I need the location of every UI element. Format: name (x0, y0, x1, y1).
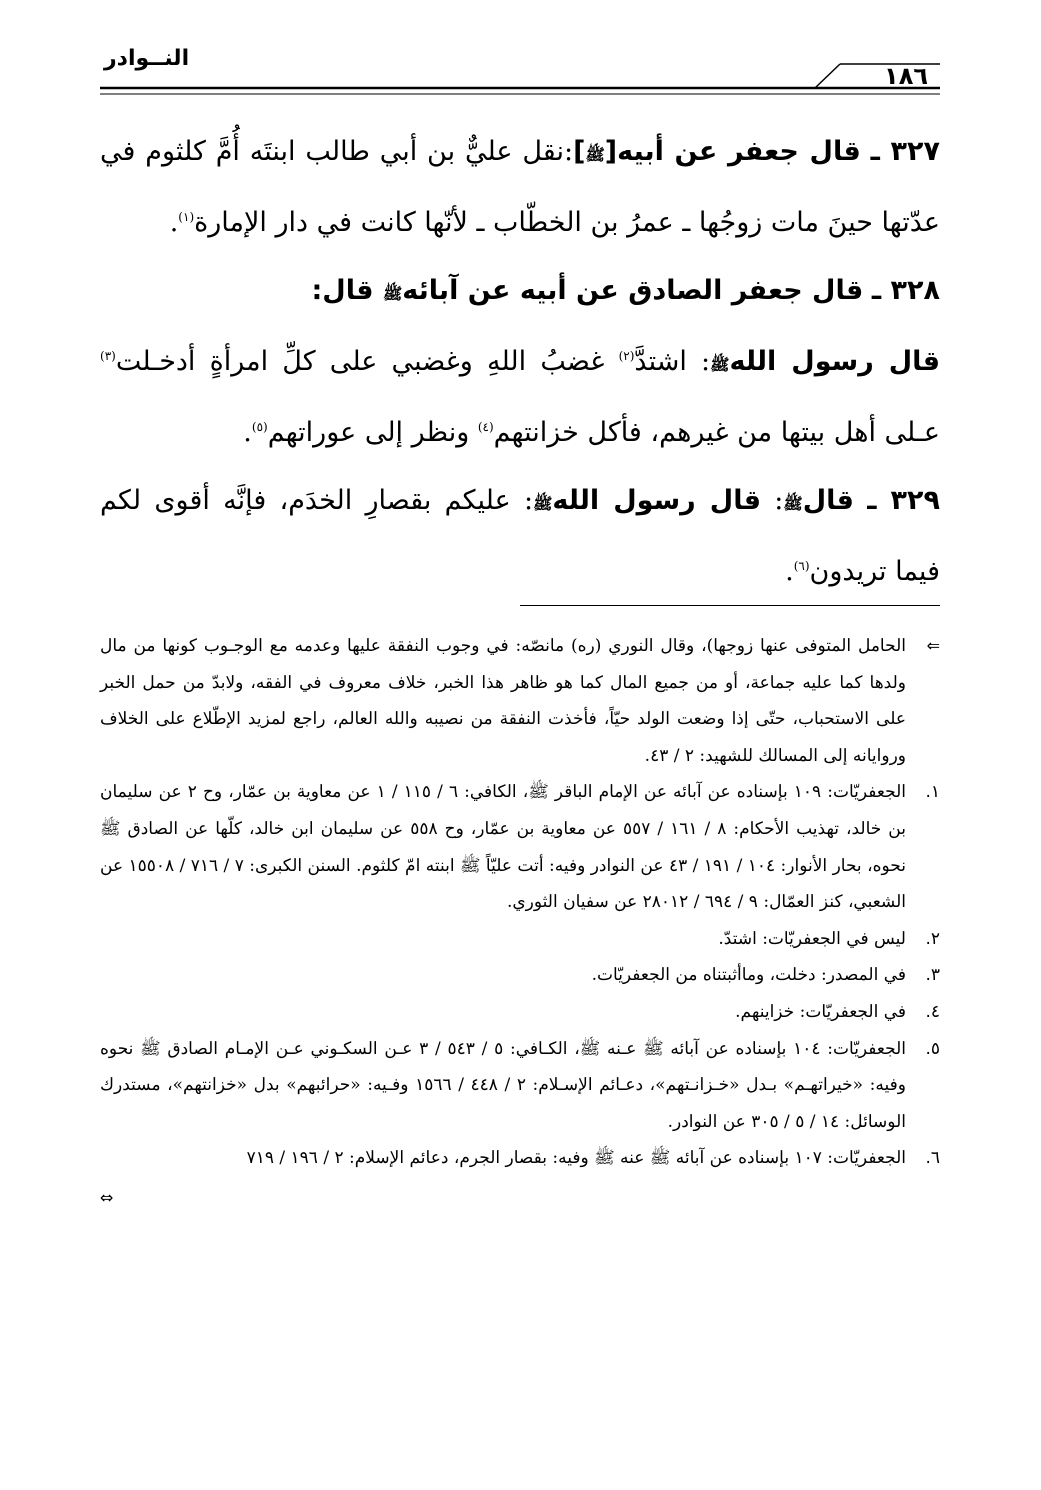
footnote-text: في المصدر: دخلت، وماأثبتناه من الجعفريّات. (591, 965, 906, 986)
footnotes (100, 628, 940, 1213)
header-rule (100, 40, 940, 100)
continuation-arrow-icon: ⇐ (926, 636, 940, 655)
book-title: النــوادر (104, 46, 190, 71)
honorific-icon: ﷺ (585, 145, 605, 164)
footnote-marker: ١. (925, 782, 940, 803)
paragraph-329: ٣٢٩ ـ قالﷺ: قال رسول اللهﷺ: عليكم بقصارِ الخدَم، فإنَّه أقوى لكم فيما تريدون$^{(٦)}$. (100, 485, 940, 587)
narration-lead: قال رسول اللهﷺ (533, 485, 762, 516)
page-header (100, 40, 940, 100)
footnote-ref: (١) (178, 210, 195, 224)
footnote-text: الجعفريّات: ١٠٤ بإسناده عن آبائه ﷺ عـنه ﷺ، الكـافي: ٥ / ٥٤٣ / ٣ عـن السكـوني عـن الإمـام الصادق ﷺ نحوه وفيه: «خيراتهـم» بـدل «خـزانـتهم»، دعـائم الإسـلام: ٢ / ٤٤٨ / ١٥٦٦ وفـيه: «حرائبهم» بدل «خزانتهم»، مستدرك الوسائل: ١٤ / ٥ / ٣٠٥ عن النوادر. (100, 1038, 906, 1132)
footnote-continues (100, 1177, 940, 1213)
paragraph-327: ٣٢٧ ـ قال جعفر عن أبيه[ﷺ]:نقل عليٌّ بن أبي طالب ابنتَه أُمَّ كلثوم في عدّتها حينَ مات زوجُها ـ عمرُ بن الخطّاب ـ لأنّها كانت في دار الإمارة$^{(١)}$. (100, 136, 940, 238)
continuation-arrow-icon: ⇔ (100, 1187, 114, 1207)
footnote-marker: ٣. (925, 965, 940, 986)
hadith-number: ٣٢٩ ـ (867, 485, 940, 516)
narration-lead: قالﷺ (783, 485, 854, 516)
footnote-ref: (٤) (477, 420, 494, 434)
narration-lead: قال جعفر عن أبيه[ﷺ] (573, 136, 861, 167)
footnote-4 (100, 994, 940, 1031)
footnote-ref: (٣) (100, 349, 116, 363)
hadith-number: ٣٢٧ ـ (870, 136, 940, 167)
honorific-icon: ﷺ (533, 494, 553, 513)
footnote-marker: ٦. (925, 1148, 940, 1169)
footnote-ref: (٥) (251, 420, 268, 434)
footnote-continuation: ⇐ الحامل المتوفى عنها زوجها)، وقال النوري (ره) مانصّه: في وجوب النفقة عليها وعدمه مع الوجـوب كونها من مال ولدها كما عليه جماعة، أو من جميع المال كما هو ظاهر هذا الخبر، خلاف معروف في الفقه، ولابدّ من حمل الخبر على الاستحباب، حتّى إذا وضعت الولد حيّاً، فأخذت النفقة من نصيبه والله العالم، راجع لمزيد الإطّلاع على الخلاف وروايانه إلى المسالك للشهيد: ٢ / ٤٣. (100, 628, 940, 774)
footnote-text: الجعفريّات: ١٠٧ بإسناده عن آبائه ﷺ عنه ﷺ وفيه: بقصار الجرم، دعائم الإسلام: ٢ / ١٩٦ / ٧١٩ (246, 1148, 906, 1169)
footnote-6 (100, 1140, 940, 1177)
footnote-text: ليس في الجعفريّات: اشتدّ. (718, 928, 906, 949)
footnote-text: الجعفريّات: ١٠٩ بإسناده عن آبائه عن الإمام الباقر ﷺ، الكافي: ٦ / ١١٥ / ١ عن معاوية بن عمّار، وح ٢ عن سليمان بن خالد، تهذيب الأحكام: ٨ / ١٦١ / ٥٥٧ عن معاوية بن عمّار، وح ٥٥٨ عن سليمان ابن خالد، كلّها عن الصادق ﷺ نحوه، بحار الأنوار: ١٠٤ / ١٩١ / ٤٣ عن النوادر وفيه: أتت عليّاً ﷺ ابنته امّ كلثوم. السنن الكبرى: ٧ / ٧١٦ / ١٥٥٠٨ عن الشعبي، كنز العمّال: ٩ / ٦٩٤ / ٢٨٠١٢ عن سفيان الثوري. (100, 782, 906, 913)
honorific-icon: ﷺ (382, 284, 403, 303)
footnote-marker: ٢. (925, 928, 940, 949)
footnote-3 (100, 957, 940, 994)
footnote-marker: ٤. (925, 1001, 940, 1022)
footnote-ref: (٢) (618, 349, 635, 363)
footnote-1 (100, 774, 940, 920)
hadith-text: :نقل عليٌّ بن أبي طالب ابنتَه أُمَّ كلثوم في عدّتها حينَ مات زوجُها ـ عمرُ بن الخطّاب ـ لأنّها كانت في دار الإمارة (100, 136, 940, 238)
footnote-marker: ٥. (925, 1038, 940, 1059)
page-number: ١٨٦ (884, 62, 928, 90)
honorific-icon: ﷺ (783, 494, 803, 513)
hadith-number: ٣٢٨ ـ (871, 275, 940, 306)
main-text (100, 118, 940, 606)
footnote-2 (100, 921, 940, 958)
footnote-text: في الجعفريّات: خزاينهم. (735, 1001, 906, 1022)
footnote-5 (100, 1031, 940, 1141)
paragraph-328 (100, 257, 940, 328)
footnote-ref: (٦) (793, 559, 810, 573)
honorific-icon: ﷺ (710, 355, 730, 374)
footnote-separator (520, 605, 940, 606)
paragraph-328-body: قال رسول اللهﷺ: اشتدَّ$^{(٢)}$ غضبُ اللهِ وغضبي على كلِّ امرأةٍ أدخـلت$^{(٣)}$ عـلى أهل بيتها من غيرهم، فأكل خزانتهم$^{(٤)}$ ونظر إلى عوراتهم$^{(٥)}$. (100, 346, 940, 448)
narration-lead: قال جعفر الصادق عن أبيه عن آبائهﷺ قال: (311, 275, 864, 306)
narration-lead: قال رسول اللهﷺ (710, 346, 940, 377)
